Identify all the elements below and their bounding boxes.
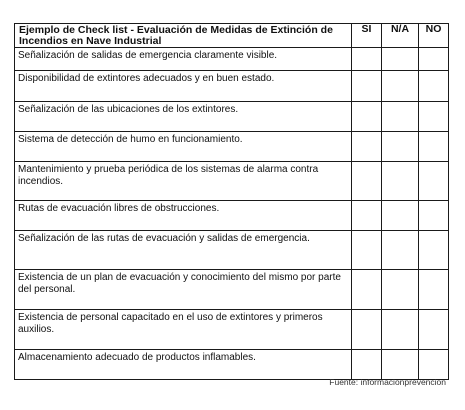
table-row	[15, 201, 449, 231]
table-row	[15, 48, 449, 71]
checklist-item: Mantenimiento y prueba periódica de los sistemas de alarma contra incendios.	[15, 162, 352, 201]
column-header-na: N/A	[382, 24, 419, 48]
na-checkbox-cell[interactable]	[382, 48, 419, 71]
checklist-title: Ejemplo de Check list - Evaluación de Medidas de Extinción de Incendios en Nave Industrial	[15, 24, 352, 48]
checklist-item: Señalización de las ubicaciones de los extintores.	[15, 102, 352, 132]
si-checkbox-cell[interactable]	[352, 270, 382, 310]
checklist-item: Existencia de personal capacitado en el uso de extintores y primeros auxilios.	[15, 310, 352, 350]
si-checkbox-cell[interactable]	[352, 201, 382, 231]
checklist-item: Almacenamiento adecuado de productos inflamables.	[15, 350, 352, 380]
na-checkbox-cell[interactable]	[382, 310, 419, 350]
na-checkbox-cell[interactable]	[382, 102, 419, 132]
si-checkbox-cell[interactable]	[352, 132, 382, 162]
na-checkbox-cell[interactable]	[382, 132, 419, 162]
no-checkbox-cell[interactable]	[419, 270, 449, 310]
no-checkbox-cell[interactable]	[419, 231, 449, 270]
table-row	[15, 132, 449, 162]
table-row	[15, 71, 449, 102]
source-caption: Fuente: informacionprevencion	[329, 377, 446, 387]
table-row	[15, 270, 449, 310]
si-checkbox-cell[interactable]	[352, 48, 382, 71]
table-row	[15, 102, 449, 132]
si-checkbox-cell[interactable]	[352, 231, 382, 270]
si-checkbox-cell[interactable]	[352, 71, 382, 102]
na-checkbox-cell[interactable]	[382, 231, 419, 270]
checklist-item: Señalización de salidas de emergencia claramente visible.	[15, 48, 352, 71]
checklist-table	[14, 23, 449, 380]
na-checkbox-cell[interactable]	[382, 350, 419, 380]
si-checkbox-cell[interactable]	[352, 102, 382, 132]
no-checkbox-cell[interactable]	[419, 310, 449, 350]
si-checkbox-cell[interactable]	[352, 310, 382, 350]
table-row	[15, 350, 449, 380]
table-row	[15, 231, 449, 270]
na-checkbox-cell[interactable]	[382, 162, 419, 201]
table-row	[15, 310, 449, 350]
table-row	[15, 162, 449, 201]
checklist-item: Señalización de las rutas de evacuación y salidas de emergencia.	[15, 231, 352, 270]
no-checkbox-cell[interactable]	[419, 48, 449, 71]
header-row	[15, 24, 449, 48]
checklist-item: Sistema de detección de humo en funcionamiento.	[15, 132, 352, 162]
checklist-item: Disponibilidad de extintores adecuados y en buen estado.	[15, 71, 352, 102]
checklist-item: Rutas de evacuación libres de obstrucciones.	[15, 201, 352, 231]
column-header-si: SI	[352, 24, 382, 48]
na-checkbox-cell[interactable]	[382, 270, 419, 310]
column-header-no: NO	[419, 24, 449, 48]
no-checkbox-cell[interactable]	[419, 162, 449, 201]
na-checkbox-cell[interactable]	[382, 201, 419, 231]
no-checkbox-cell[interactable]	[419, 350, 449, 380]
si-checkbox-cell[interactable]	[352, 162, 382, 201]
no-checkbox-cell[interactable]	[419, 132, 449, 162]
no-checkbox-cell[interactable]	[419, 102, 449, 132]
no-checkbox-cell[interactable]	[419, 201, 449, 231]
no-checkbox-cell[interactable]	[419, 71, 449, 102]
checklist-item: Existencia de un plan de evacuación y conocimiento del mismo por parte del personal.	[15, 270, 352, 310]
si-checkbox-cell[interactable]	[352, 350, 382, 380]
na-checkbox-cell[interactable]	[382, 71, 419, 102]
